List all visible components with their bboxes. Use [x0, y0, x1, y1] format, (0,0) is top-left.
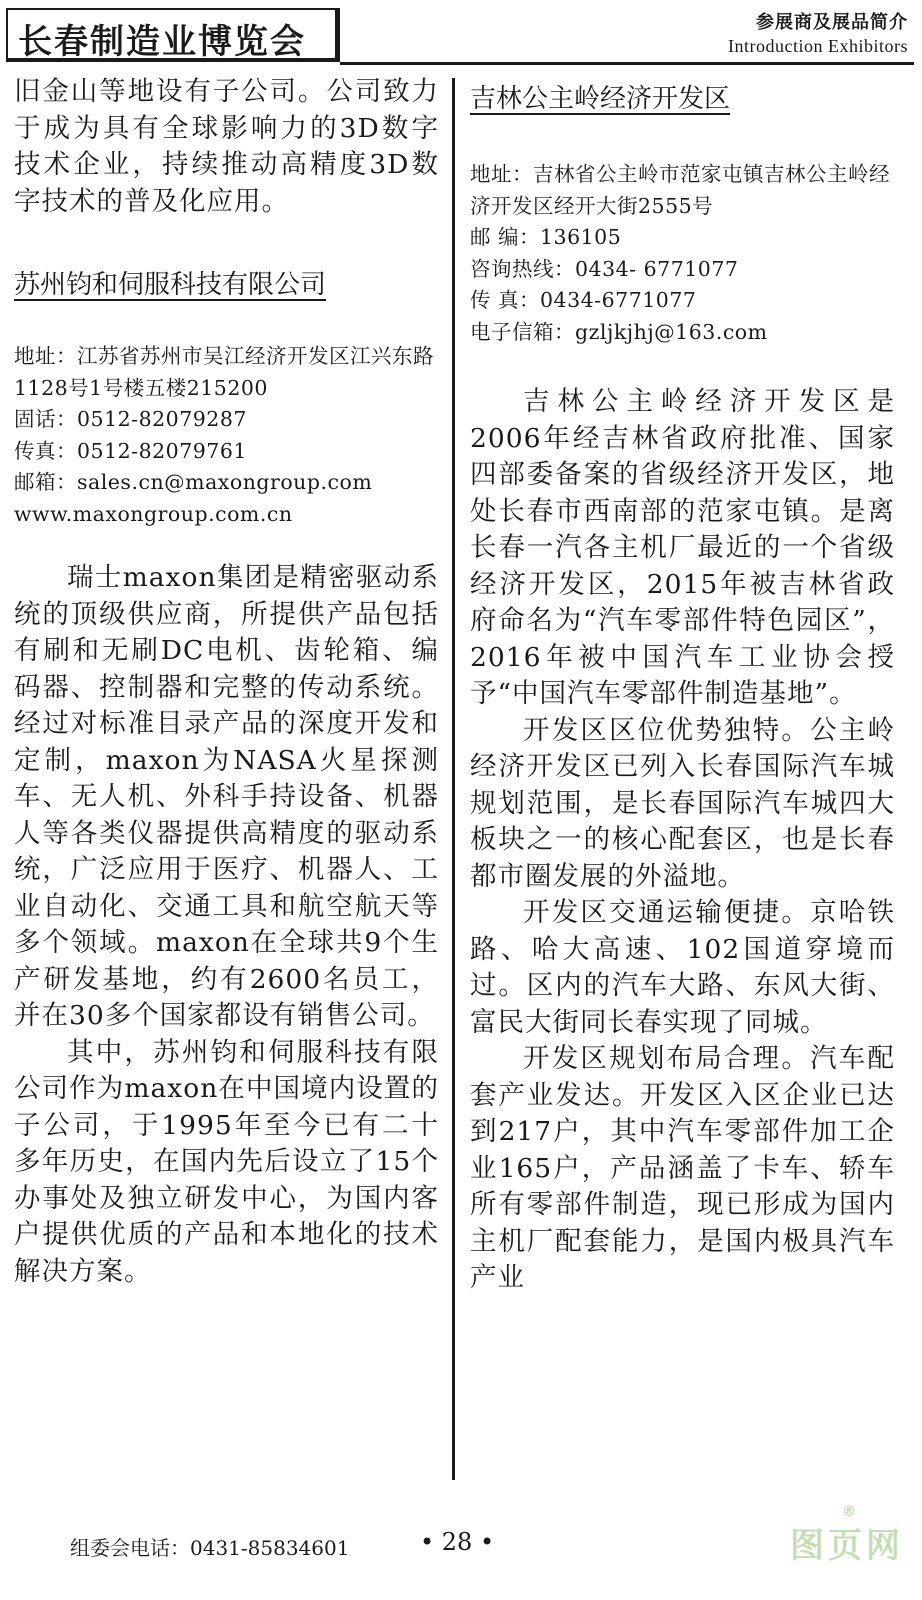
body-paragraph: 开发区区位优势独特。公主岭经济开发区已列入长春国际汽车城规划范围，是长春国际汽车城四大板块之一的核心配套区，也是长春都市圈发展的外溢地。	[470, 714, 895, 892]
header-rule	[340, 62, 914, 65]
contact-fax: 传 真：0434-6771077	[470, 288, 697, 312]
contact-fax: 传真：0512-82079761	[14, 438, 247, 463]
contact-email: 电子信箱：gzljkjhj@163.com	[470, 319, 768, 344]
watermark-logo	[790, 1504, 904, 1567]
page-header	[0, 0, 922, 66]
left-column	[14, 74, 439, 1290]
section-label-en: Introduction Exhibitors	[728, 36, 908, 56]
contact-website: www.maxongroup.com.cn	[14, 501, 293, 526]
section-label-cn: 参展商及展品简介	[756, 12, 908, 33]
body-paragraph: 其中，苏州钧和伺服科技有限公司作为maxon在中国境内设置的子公司，于1995年至今已有二十多年历史，在国内先后设立了15个办事处及独立研发中心，为国内客户提供优质的产品和本地化的技术解决方案。	[14, 1036, 439, 1287]
contact-address: 地址：吉林省公主岭市范家屯镇吉林公主岭经济开发区经开大街2555号	[470, 162, 890, 218]
body-paragraph: 开发区规划布局合理。汽车配套产业发达。开发区入区企业已达到217户，其中汽车零部件加工企业165户，产品涵盖了卡车、轿车所有零部件制造，现已形成为国内主机厂配套能力，是国内极具汽车产业	[470, 1043, 895, 1293]
company-title-suzhou: 苏州钧和伺服科技有限公司	[14, 270, 327, 300]
header-title-box	[6, 8, 340, 62]
contact-block-suzhou	[14, 341, 439, 530]
column-divider	[452, 78, 455, 1480]
body-paragraph: 瑞士maxon集团是精密驱动系统的顶级供应商，所提供产品包括有刷和无刷DC电机、齿轮箱、编码器、控制器和完整的传动系统。经过对标准目录产品的深度开发和定制，maxon为NASA火星探测车、无人机、外科手持设备、机器人等各类仪器提供高精度的驱动系统，广泛应用于医疗、机器人、工业自动化、交通工具和航空航天等多个领域。maxon在全球共9个生产研发基地，约有2600名员工，并在30多个国家都设有销售公司。	[14, 562, 439, 1031]
contact-postcode: 邮 编：136105	[470, 225, 622, 249]
contact-phone: 固话：0512-82079287	[14, 407, 247, 431]
publication-title: 长春制造业博览会	[18, 22, 306, 62]
contact-email: 邮箱：sales.cn@maxongroup.com	[14, 470, 373, 494]
body-paragraph: 开发区交通运输便捷。京哈铁路、哈大高速、102国道穿境而过。区内的汽车大路、东风大街、富民大街同长春实现了同城。	[470, 897, 895, 1038]
watermark-text: 图页网	[790, 1526, 904, 1566]
page-number: • 28 •	[420, 1528, 495, 1556]
contact-address: 地址：江苏省苏州市吴江经济开发区江兴东路1128号1号楼五楼215200	[14, 344, 434, 400]
body-paragraph: 吉林公主岭经济开发区是2006年经吉林省政府批准、国家四部委备案的省级经济开发区，地处长春市西南部的范家屯镇。是离长春一汽各主机厂最近的一个省级经济开发区，2015年被吉林省政府命名为“汽车零部件特色园区”，2016年被中国汽车工业协会授予“中国汽车零部件制造基地”。	[470, 386, 895, 709]
contact-hotline: 咨询热线：0434- 6771077	[470, 256, 739, 281]
organizer-phone: 组委会电话：0431-85834601	[70, 1536, 350, 1560]
company-title-jilin: 吉林公主岭经济开发区	[470, 84, 731, 114]
contact-block-jilin	[470, 159, 895, 348]
section-label	[728, 8, 908, 57]
intro-continued-paragraph: 旧金山等地设有子公司。公司致力于成为具有全球影响力的3D数字技术企业，持续推动高精度3D数字技术的普及化应用。	[14, 76, 439, 217]
registered-mark: ®	[842, 1504, 856, 1520]
right-column	[470, 74, 895, 1297]
